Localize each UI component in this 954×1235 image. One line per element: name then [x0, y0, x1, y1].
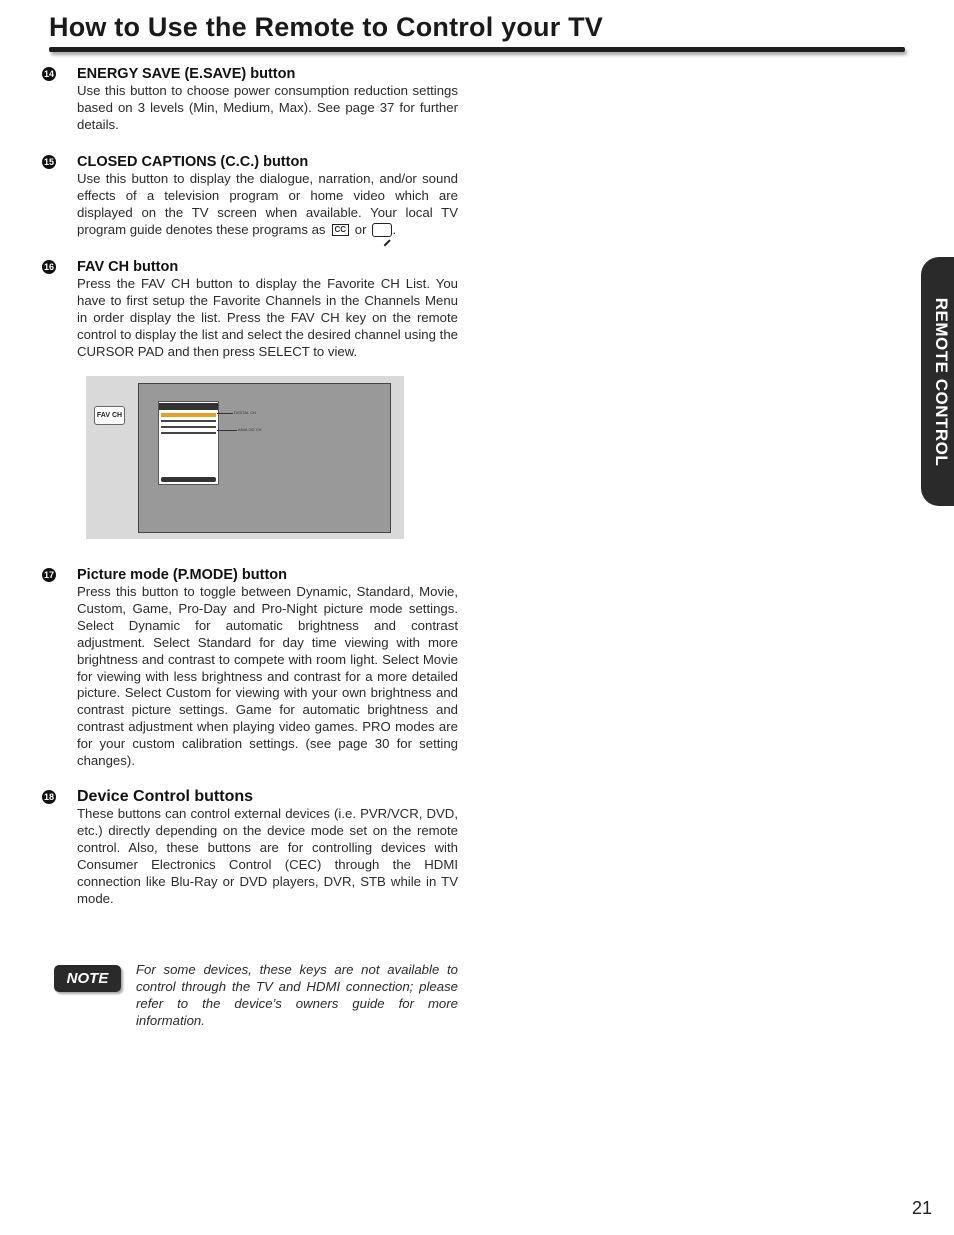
- section-body-wrap: [77, 171, 458, 239]
- section-body: Use this button to choose power consumption reduction settings based on 3 levels (Min, Medium, Max). See page 37 for further details.: [77, 83, 458, 132]
- section-title: Device Control buttons: [77, 788, 254, 805]
- note-text: For some devices, these keys are not available to control through the TV and HDMI connection; please refer to the device’s owners guide for more information.: [136, 962, 458, 1028]
- section-energy-save: [42, 65, 458, 134]
- or-text: or: [354, 221, 367, 237]
- section-number: 15: [43, 157, 54, 167]
- page-number: 21: [912, 1198, 933, 1218]
- section-number: 18: [43, 792, 54, 802]
- side-tab: [921, 257, 954, 506]
- pointer-line: [217, 430, 237, 431]
- section-number: 14: [43, 69, 54, 79]
- digital-ch-label: DIGITAL CH: [234, 410, 257, 415]
- caption-bubble-icon: [372, 223, 392, 237]
- section-title: ENERGY SAVE (E.SAVE) button: [77, 66, 296, 82]
- section-body: Press this button to toggle between Dynamic, Standard, Movie, Custom, Game, Pro-Day and Pro-Night picture mode settings. Select Dynamic for automatic brightness and contrast adjustment. Select Standard for day time viewing with more brightness and contrast to compete with room light. Select Movie for viewing with less brightness and contrast for a more detailed picture. Select Custom for viewing with your own brightness and contrast picture settings. Game for automatic brightness and contrast adjustment when playing video games. PRO modes are for your custom calibration settings. (see page 30 for setting changes).: [77, 584, 458, 769]
- menu-header: [159, 403, 218, 410]
- favorite-list-menu: [158, 401, 219, 485]
- section-fav-ch: [42, 258, 458, 361]
- section-number: 17: [43, 570, 54, 580]
- section-title: CLOSED CAPTIONS (C.C.) button: [77, 154, 309, 170]
- section-device-control: [42, 788, 458, 907]
- section-title: Picture mode (P.MODE) button: [77, 567, 287, 583]
- section-body: Press the FAV CH button to display the Favorite CH List. You have to first setup the Favorite Channels in the Channels Menu in order display the list. Press the FAV CH key on the remote control to display the list and select the desired channel using the CURSOR PAD and then press SELECT to view.: [77, 276, 458, 359]
- section-body: Use this button to display the dialogue, narration, and/or sound effects of a television program or home video which are displayed on the TV screen when available. Your local TV program guide denotes these programs as: [77, 171, 458, 237]
- section-picture-mode: [42, 566, 458, 770]
- title-rule: [49, 47, 905, 52]
- list-item: [161, 413, 216, 417]
- sentence-end: .: [392, 221, 397, 237]
- section-body: These buttons can control external devices (i.e. PVR/VCR, DVD, etc.) directly depending on the device mode set on the remote control. Also, these buttons are for controlling devices with Consumer Electronics Control (CEC) through the HDMI connection like Blu-Ray or DVD players, DVR, STB while in TV mode.: [77, 806, 458, 906]
- list-item: [161, 420, 216, 422]
- pointer-line: [217, 413, 233, 414]
- side-tab-label: REMOTE CONTROL: [932, 297, 951, 466]
- tv-screen: [138, 383, 391, 533]
- section-title: FAV CH button: [77, 259, 179, 275]
- list-item: [161, 426, 216, 428]
- analog-ch-label: ANALOG CH: [238, 427, 262, 432]
- menu-footer: [161, 477, 216, 482]
- section-number: 16: [43, 262, 54, 272]
- cc-icon: CC: [332, 224, 350, 236]
- fav-ch-button: FAV CH: [94, 406, 125, 425]
- note-badge: NOTE: [54, 965, 121, 992]
- list-item: [161, 432, 216, 434]
- fav-ch-figure: [86, 376, 404, 539]
- section-closed-captions: [42, 153, 458, 239]
- page-title: How to Use the Remote to Control your TV: [49, 12, 604, 42]
